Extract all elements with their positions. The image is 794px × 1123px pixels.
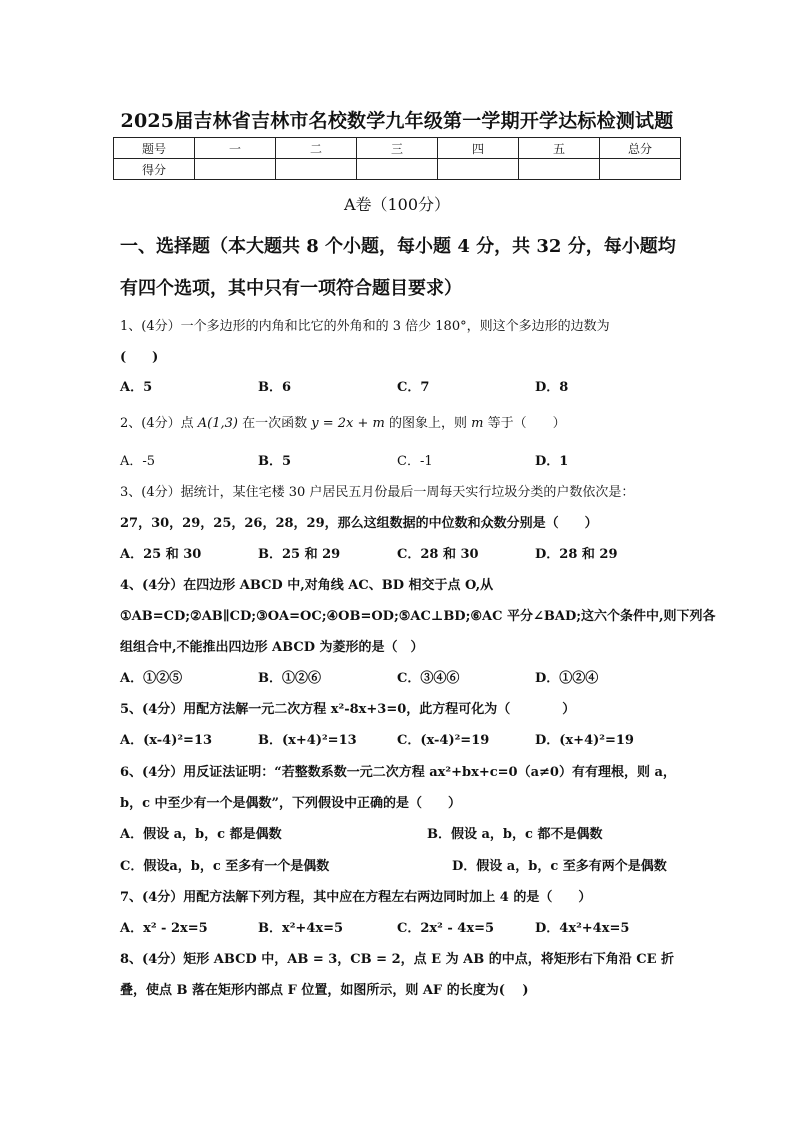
question-5-option-b: B．(x+4)²=13 [258, 733, 357, 748]
score-header-cell: 三 [357, 138, 438, 159]
question-3-text-line1: 3、(4分）据统计，某住宅楼 30 户居民五月份最后一周每天实行垃圾分类的户数依次是： [120, 485, 635, 500]
question-2-mid: 在一次函数 [242, 416, 308, 431]
score-table [113, 137, 681, 180]
question-3-option-b: B．25 和 29 [258, 547, 341, 562]
question-6-option-b: B．假设 a，b，c 都不是偶数 [427, 827, 603, 842]
question-3-option-d: D．28 和 29 [535, 547, 618, 562]
question-7-option-c: C．2x² - 4x=5 [397, 921, 495, 936]
score-table-score-row [114, 159, 681, 180]
question-1-blank: ( ) [120, 350, 159, 365]
part-title-line2: 有四个选项，其中只有一项符合题目要求） [120, 278, 462, 299]
question-2-variable: m [471, 416, 484, 431]
question-1-option-b: B．6 [258, 380, 292, 395]
question-4-text-line3: 组组合中,不能推出四边形 ABCD 为菱形的是（ ） [120, 640, 424, 655]
score-header-cell: 一 [195, 138, 276, 159]
question-3-option-a: A．25 和 30 [120, 547, 202, 562]
question-6-option-d: D．假设 a，b，c 至多有两个是偶数 [452, 859, 667, 874]
question-6-text-line2: b，c 中至少有一个是偶数”，下列假设中正确的是（ ） [120, 796, 462, 811]
question-2-point: A(1,3) [197, 416, 238, 431]
question-1-option-c: C．7 [397, 380, 430, 395]
score-header-cell: 总分 [600, 138, 681, 159]
question-2-text [120, 412, 566, 431]
question-1-option-a: A．5 [120, 380, 153, 395]
question-6-option-c: C．假设a，b，c 至多有一个是偶数 [120, 859, 330, 874]
question-4-option-d: D．①②④ [535, 671, 599, 686]
score-cell [600, 159, 681, 180]
question-5-option-a: A．(x-4)²=13 [120, 733, 213, 748]
question-7-text: 7、(4分）用配方法解下列方程，其中应在方程左右两边同时加上 4 的是（ ） [120, 890, 592, 905]
score-cell [276, 159, 357, 180]
part-title-line1: 一、选择题（本大题共 8 个小题，每小题 4 分，共 32 分，每小题均 [120, 236, 676, 257]
question-4-option-a: A．①②⑤ [120, 671, 183, 686]
question-5-text: 5、(4分）用配方法解一元二次方程 x²-8x+3=0，此方程可化为（ ） [120, 702, 576, 717]
question-2-function: y = 2x + m [311, 416, 385, 431]
score-table-header-row [114, 138, 681, 159]
question-4-option-c: C．③④⑥ [397, 671, 460, 686]
question-4-text-line2: ①AB=CD;②AB∥CD;③OA=OC;④OB=OD;⑤AC⊥BD;⑥AC 平分∠BAD;这六个条件中,则下列各 [120, 609, 716, 624]
question-2-prefix: 2、(4分）点 [120, 416, 194, 431]
question-2-option-c: C．-1 [397, 454, 433, 469]
score-cell [195, 159, 276, 180]
question-8-text-line2: 叠，使点 B 落在矩形内部点 F 位置，如图所示，则 AF 的长度为( ) [120, 983, 529, 998]
score-header-cell: 四 [438, 138, 519, 159]
question-1-text: 1、(4分）一个多边形的内角和比它的外角和的 3 倍少 180°，则这个多边形的边数为 [120, 319, 610, 334]
score-header-cell: 五 [519, 138, 600, 159]
exam-title: 2025届吉林省吉林市名校数学九年级第一学期开学达标检测试题 [120, 110, 674, 132]
question-2-mid2: 的图象上，则 [389, 416, 468, 431]
question-7-option-a: A．x² - 2x=5 [120, 921, 208, 936]
question-2-option-a: A．-5 [120, 454, 156, 469]
question-2-option-b: B．5 [258, 454, 292, 469]
question-6-text-line1: 6、(4分）用反证法证明：“若整数系数一元二次方程 ax²+bx+c=0（a≠0）有有理根，则 a， [120, 765, 676, 780]
question-5-option-c: C．(x-4)²=19 [397, 733, 490, 748]
score-header-cell: 二 [276, 138, 357, 159]
question-3-option-c: C．28 和 30 [397, 547, 479, 562]
question-4-text-line1: 4、(4分）在四边形 ABCD 中,对角线 AC、BD 相交于点 O,从 [120, 578, 494, 593]
question-2-suffix: 等于（ ） [487, 416, 566, 431]
question-8-text-line1: 8、(4分）矩形 ABCD 中，AB = 3，CB = 2，点 E 为 AB 的中点，将矩形右下角沿 CE 折 [120, 952, 675, 967]
score-row-label: 得分 [114, 159, 195, 180]
question-6-option-a: A．假设 a，b，c 都是偶数 [120, 827, 282, 842]
question-7-option-b: B．x²+4x=5 [258, 921, 344, 936]
question-1-option-d: D．8 [535, 380, 569, 395]
score-header-cell: 题号 [114, 138, 195, 159]
question-5-option-d: D．(x+4)²=19 [535, 733, 634, 748]
score-cell [519, 159, 600, 180]
section-heading: A卷（100分） [343, 195, 451, 214]
question-2-option-d: D．1 [535, 454, 569, 469]
question-7-option-d: D．4x²+4x=5 [535, 921, 630, 936]
question-4-option-b: B．①②⑥ [258, 671, 321, 686]
score-cell [438, 159, 519, 180]
score-cell [357, 159, 438, 180]
question-3-text-line2: 27，30，29，25，26，28，29，那么这组数据的中位数和众数分别是（ ） [120, 516, 598, 531]
